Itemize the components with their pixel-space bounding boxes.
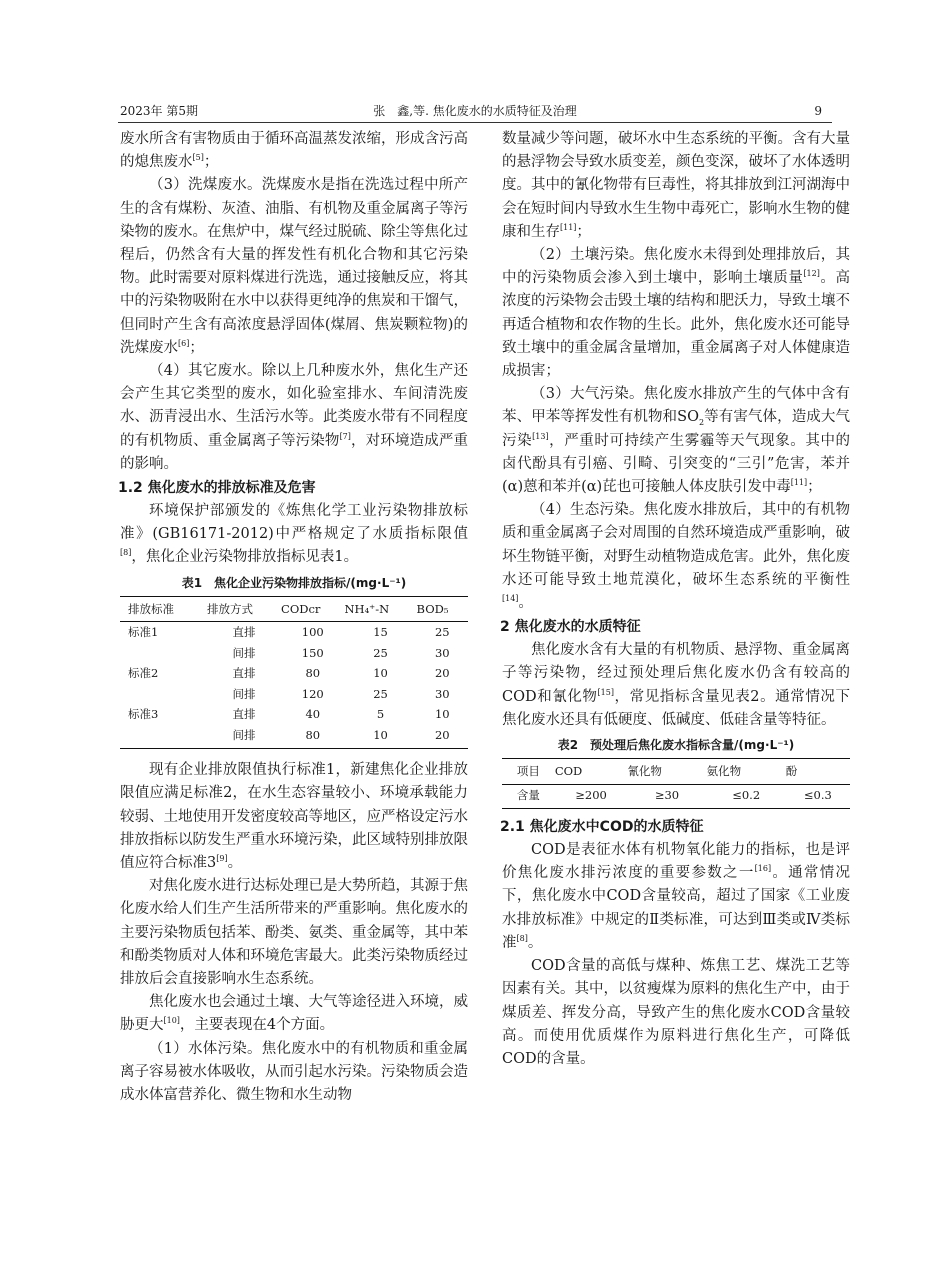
table-cell: 含量 xyxy=(502,784,555,809)
table-cell: 120 xyxy=(301,686,324,701)
table-cell: 20 xyxy=(417,725,468,749)
column-header: CODcr xyxy=(281,596,344,622)
paragraph: 焦化废水含有大量的有机物质、悬浮物、重金属离子等污染物，经过预处理后焦化废水仍含有较高的COD和氰化物[15]，常见指标含量见表2。通常情况下焦化废水还具有低硬度、低碱度、低硅含量等特征。 xyxy=(502,642,850,728)
table-cell: 25 xyxy=(373,645,388,660)
citation: [6] xyxy=(178,339,190,348)
paragraph: 对焦化废水进行达标处理已是大势所趋，其源于焦化废水给人们生产生活所带来的严重影响。焦化废水的主要污染物质包括苯、酚类、氨类、重金属等，其中苯和酚类物质对人体和环境危害最大。此类污染物质经过排放后会直接影响水生态系统。 xyxy=(120,878,468,987)
running-header xyxy=(118,101,832,121)
table-cell: 15 xyxy=(373,625,388,640)
journal-issue: 2023年 第5期 xyxy=(120,104,198,118)
table-cell: 直排 xyxy=(232,666,256,681)
table-cell: 80 xyxy=(305,666,321,681)
table-header-row xyxy=(120,596,468,622)
table-cell: 直排 xyxy=(232,707,256,722)
table-cell: 150 xyxy=(301,645,324,660)
running-title: 张 鑫,等. 焦化废水的水质特征及治理 xyxy=(373,104,577,118)
column-header: NH₄⁺-N xyxy=(344,596,416,622)
paragraph: 环境保护部颁发的《炼焦化学工业污染物排放标准》(GB16171-2012)中严格规定了水质指标限值[8]，焦化企业污染物排放指标见表1。 xyxy=(120,503,468,566)
table-row xyxy=(120,643,468,664)
table-2-caption: 表2 预处理后焦化废水指标含量/(mg·L⁻¹) xyxy=(557,738,795,753)
table-row xyxy=(120,663,468,684)
paragraph: 废水所含有害物质由于循环高温蒸发浓缩，形成含污高的熄焦废水[5]； xyxy=(120,131,468,171)
paragraph: COD是表征水体有机物氧化能力的指标，也是评价焦化废水排污浓度的重要参数之一[16]。通常情况下，焦化废水中COD含量较高，超过了国家《工业废水排放标准》中规定的Ⅱ类标准，可达到Ⅲ类或Ⅳ类标准[8]。 xyxy=(502,842,851,951)
table-cell: 间排 xyxy=(207,725,281,749)
citation: [7] xyxy=(339,431,351,441)
table-cell: ≤0.3 xyxy=(786,784,850,809)
citation: [8] xyxy=(516,934,528,944)
table-cell: 标准1 xyxy=(128,625,159,640)
table-cell xyxy=(120,725,207,749)
page-number: 9 xyxy=(814,104,822,118)
paragraph: 现有企业排放限值执行标准1，新建焦化企业排放限值应满足标准2，在水生态容量较小、环境承载能力较弱、土地使用开发密度较高等地区，应严格设定污水排放指标以防发生严重水环境污染，此区域特别排放限值应符合标准3[9]。 xyxy=(120,762,468,871)
table-1 xyxy=(120,596,468,750)
table-2 xyxy=(502,758,850,809)
paragraph: （1）水体污染。焦化废水中的有机物质和重金属离子容易被水体吸收，从而引起水污染。污染物质会造成水体富营养化、微生物和水生动物 xyxy=(120,1040,468,1103)
table-cell: 10 xyxy=(344,725,416,749)
table-cell: ≤0.2 xyxy=(707,784,786,809)
citation: [16] xyxy=(754,864,772,874)
column-header: 酚 xyxy=(786,759,850,785)
table-cell xyxy=(120,643,207,664)
table-row xyxy=(502,784,850,809)
table-header-row xyxy=(502,759,850,785)
table-cell: 20 xyxy=(434,666,450,681)
right-column xyxy=(502,128,850,1071)
table-cell: 标准3 xyxy=(128,707,159,722)
paragraph: （4）其它废水。除以上几种废水外，焦化生产还会产生其它类型的废水，如化验室排水、车间清洗废水、沥青浸出水、生活污水等。此类废水带有不同程度的有机物质、重金属离子等污染物[7]，对环境造成严重的影响。 xyxy=(120,363,469,472)
column-header: 排放标准 xyxy=(120,596,207,622)
table-cell: ≥200 xyxy=(555,784,628,809)
table-cell: 间排 xyxy=(232,686,256,701)
table-cell: 标准2 xyxy=(128,666,159,681)
citation: [5] xyxy=(192,153,204,163)
table-cell: 30 xyxy=(434,645,450,660)
column-header: BOD₅ xyxy=(417,596,468,622)
column-header: 项目 xyxy=(502,759,555,785)
table-cell: 40 xyxy=(305,707,321,722)
paragraph: （2）土壤污染。焦化废水未得到处理排放后，其中的污染物质会渗入到土壤中，影响土壤质量[12]。高浓度的污染物会击毁土壤的结构和肥沃力，导致土壤不再适合植物和农作物的生长。此外，焦化废水还可能导致土壤中的重金属含量增加，重金属离子对人体健康造成损害； xyxy=(502,247,851,380)
citation: [12] xyxy=(803,269,820,279)
header-rule xyxy=(118,122,832,123)
column-header: COD xyxy=(555,759,628,785)
table-cell: 直排 xyxy=(232,625,256,640)
left-column xyxy=(120,128,468,1107)
section-heading-2-1: 2.1 焦化废水中COD的水质特征 xyxy=(500,819,704,836)
table-row xyxy=(120,704,468,725)
column-header: 氨化物 xyxy=(707,759,786,785)
table-cell: 100 xyxy=(301,625,324,640)
table-1-caption: 表1 焦化企业污染物排放指标/(mg·L⁻¹) xyxy=(181,575,407,590)
table-cell: ≥30 xyxy=(627,784,706,809)
table-row xyxy=(120,684,468,705)
paragraph: （3）洗煤废水。洗煤废水是指在洗选过程中所产生的含有煤粉、灰渣、油脂、有机物及重金属离子等污染物的废水。在焦炉中，煤气经过脱硫、除尘等焦化过程后，仍然含有大量的挥发性有机化合物和其它污染物。此时需要对原料煤进行洗选，通过接触反应，将其中的污染物吸附在水中以获得更纯净的焦炭和干馏气，但同时产生含有高浓度悬浮固体(煤屑、焦炭颗粒物)的洗煤废水[6]； xyxy=(120,177,468,356)
table-cell: 10 xyxy=(434,707,450,722)
table-cell: 25 xyxy=(434,625,450,640)
citation: [9] xyxy=(216,854,228,864)
citation: [10] xyxy=(163,1016,180,1026)
table-row xyxy=(120,725,468,749)
table-cell: 80 xyxy=(281,725,344,749)
paragraph: 数量减少等问题，破坏水中生态系统的平衡。含有大量的悬浮物会导致水质变差，颜色变深，破坏了水体透明度。其中的氰化物带有巨毒性，将其排放到江河湖海中会在短时间内导致水生生物中毒死亡，影响水生物的健康和生存[11]； xyxy=(502,131,850,240)
citation: [13] xyxy=(532,431,549,441)
section-heading-2: 2 焦化废水的水质特征 xyxy=(500,619,641,636)
citation: [15] xyxy=(597,687,614,697)
table-cell: 25 xyxy=(373,686,388,701)
citation: [8] xyxy=(120,548,132,558)
table-cell: 间排 xyxy=(232,645,256,660)
table-cell: 30 xyxy=(434,686,450,701)
citation: [14] xyxy=(502,594,519,604)
section-heading-1-2: 1.2 焦化废水的排放标准及危害 xyxy=(118,480,316,497)
paragraph: （3）大气污染。焦化废水排放产生的气体中含有苯、甲苯等挥发性有机物和$SO_2$等有害气体，造成大气污染[13]，严重时可持续产生雾霾等天气现象。其中的卤代酚具有引癌、引畸、引突变的“三引”危害，苯并(α)蒽和苯并(α)芘也可接触人体皮肤引发中毒[11]； xyxy=(502,386,851,496)
table-row xyxy=(120,622,468,643)
paragraph: COD含量的高低与煤种、炼焦工艺、煤洗工艺等因素有关。其中，以贫瘦煤为原料的焦化生产中，由于煤质差、挥发分高，导致产生的焦化废水COD含量较高。而使用优质煤作为原料进行焦化生产，可降低COD的含量。 xyxy=(502,958,850,1067)
table-cell: 10 xyxy=(373,666,388,681)
table-cell xyxy=(120,684,207,705)
citation: [11] xyxy=(560,222,577,232)
column-header: 排放方式 xyxy=(207,596,281,622)
paragraph: （4）生态污染。焦化废水排放后，其中的有机物质和重金属离子会对周围的自然环境造成严重影响，破坏生物链平衡，对野生动植物造成危害。此外，焦化废水还可能导致土地荒漠化，破坏生态系统的平衡性[14]。 xyxy=(502,502,850,612)
column-header: 氰化物 xyxy=(627,759,706,785)
citation: [11] xyxy=(790,478,808,488)
paragraph: 焦化废水也会通过土壤、大气等途径进入环境，威胁更大[10]，主要表现在4个方面。 xyxy=(120,994,468,1034)
table-cell: 5 xyxy=(376,707,385,722)
